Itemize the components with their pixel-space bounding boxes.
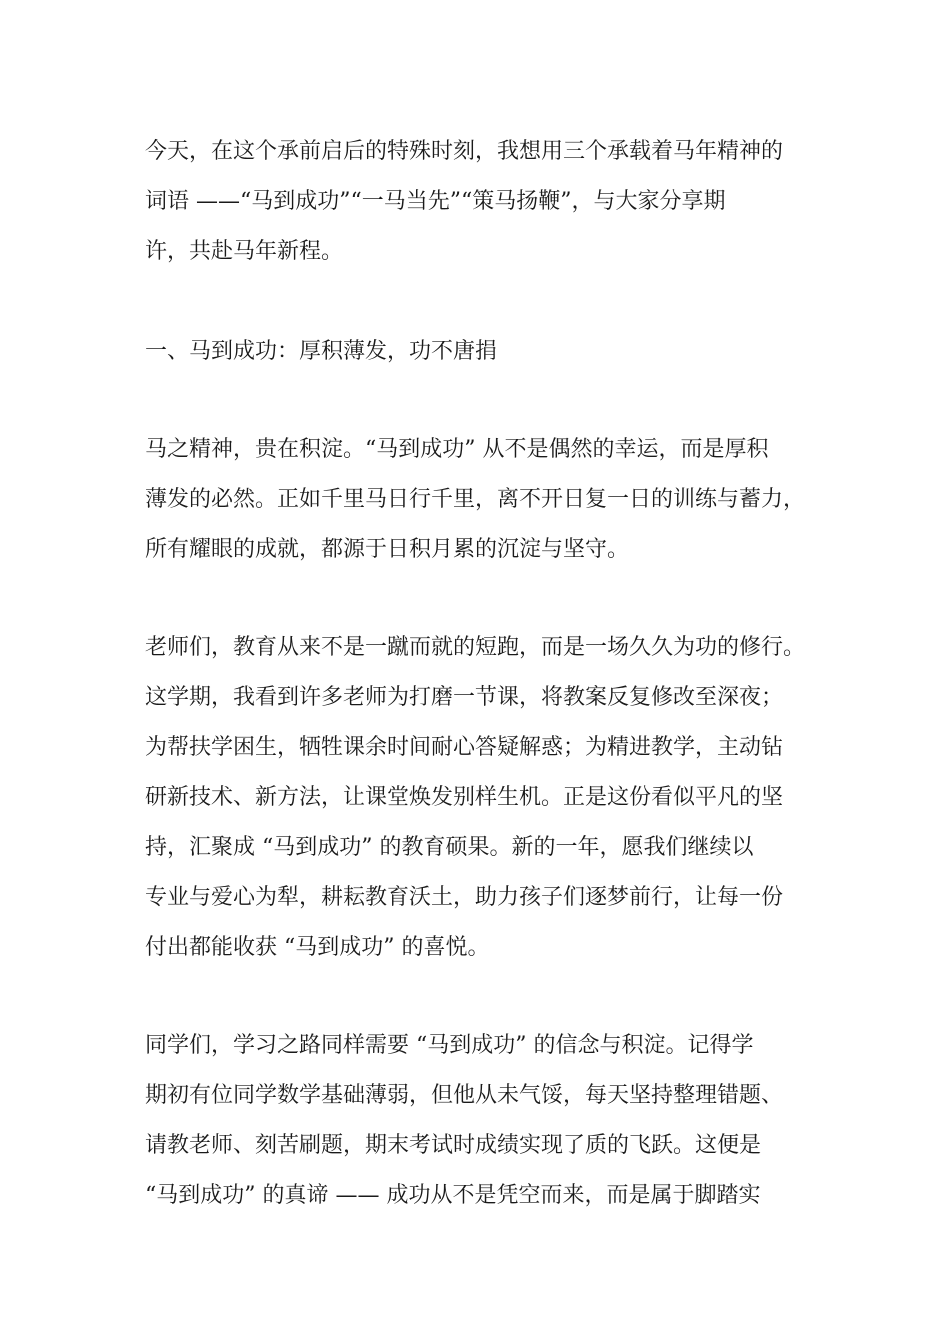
heading-line: 一、马到成功：厚积薄发，功不唐捐: [145, 339, 498, 364]
paragraph-line: “马到成功” 的真谛 —— 成功从不是凭空而来，而是属于脚踏实: [145, 1183, 761, 1208]
paragraph-line: 请教老师、刻苦刷题，期末考试时成绩实现了质的飞跃。这便是: [145, 1133, 762, 1158]
paragraph-line: 持，汇聚成 “马到成功” 的教育硕果。新的一年，愿我们继续以: [145, 835, 754, 860]
paragraph-line: 同学们，学习之路同样需要 “马到成功” 的信念与积淀。记得学: [145, 1033, 754, 1058]
paragraph-line: 期初有位同学数学基础薄弱，但他从未气馁，每天坚持整理错题、: [145, 1083, 784, 1108]
paragraph-line: 薄发的必然。正如千里马日行千里，离不开日复一日的训练与蓄力，: [145, 487, 806, 512]
teachers-paragraph: [145, 623, 810, 973]
paragraph-line: 为帮扶学困生，牺牲课余时间耐心答疑解惑；为精进教学，主动钻: [145, 735, 784, 760]
paragraph-line: 许，共赴马年新程。: [145, 239, 344, 264]
body-paragraph: [145, 425, 810, 575]
paragraph-line: 词语 ——“马到成功”“一马当先”“策马扬鞭”，与大家分享期: [145, 189, 726, 214]
students-paragraph: [145, 1021, 810, 1221]
paragraph-line: 今天，在这个承前启后的特殊时刻，我想用三个承载着马年精神的: [145, 139, 784, 164]
paragraph-line: 这学期，我看到许多老师为打磨一节课，将教案反复修改至深夜；: [145, 685, 784, 710]
intro-paragraph: [145, 127, 810, 277]
paragraph-line: 马之精神，贵在积淀。“马到成功” 从不是偶然的幸运，而是厚积: [145, 437, 769, 462]
paragraph-line: 专业与爱心为犁，耕耘教育沃土，助力孩子们逐梦前行，让每一份: [145, 885, 784, 910]
paragraph-line: 所有耀眼的成就，都源于日积月累的沉淀与坚守。: [145, 537, 630, 562]
section-heading: [145, 327, 810, 377]
paragraph-line: 研新技术、新方法，让课堂焕发别样生机。正是这份看似平凡的坚: [145, 785, 784, 810]
paragraph-line: 老师们，教育从来不是一蹴而就的短跑，而是一场久久为功的修行。: [145, 635, 806, 660]
paragraph-line: 付出都能收获 “马到成功” 的喜悦。: [145, 935, 490, 960]
